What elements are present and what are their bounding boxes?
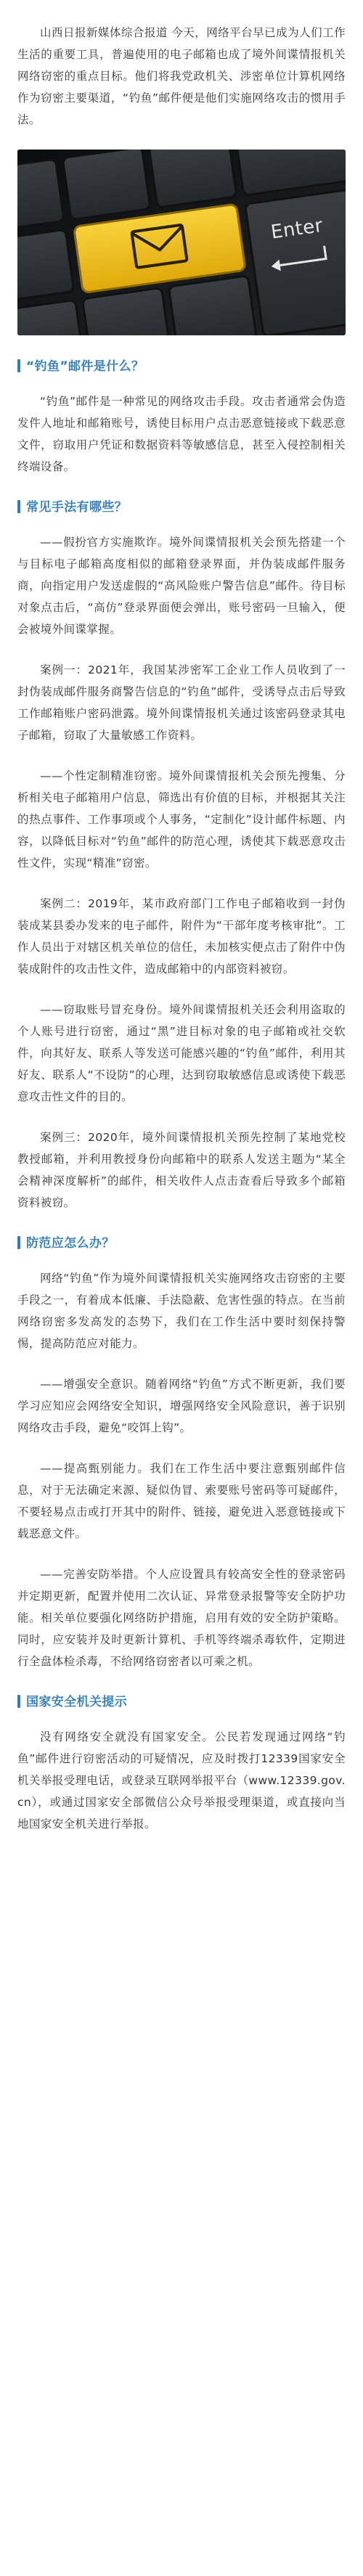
hero-image [17,150,346,335]
article [0,22,363,1887]
case-paragraph: 案例三：2020年，境外间谍情报机关预先控制了某地党校教授邮箱，并利用教授身份向邮箱中的联系人发送主题为“某全会精神深度解析”的邮件，相关收件人点击查看后导致多个邮箱资料被窃。 [17,1131,346,1209]
heading-bar-icon [17,1695,20,1708]
case-paragraph: 案例一：2021年，我国某涉密军工企业工作人员收到了一封伪装成邮件服务商警告信息的“钓鱼”邮件，受诱导点击后导致工作邮箱账户密码泄露。境外间谍情报机关通过该密码登录其电子邮箱，窃取了大量敏感工作资料。 [17,663,346,742]
keyboard-envelope-illustration [17,150,346,335]
case-paragraph: 案例二：2019年，某市政府部门工作电子邮箱收到一封伪装成某县委办发来的电子邮件，附件为“干部年度考核审批”。工作人员出于对辖区机关单位的信任，未加核实便点击了附件中伪装成附件的攻击性文件，造成邮箱中的内部资料被窃。 [17,897,346,976]
section-paragraph: “钓鱼”邮件是一种常见的网络攻击手段。攻击者通常会伪造发件人地址和邮箱账号，诱使目标用户点击恶意链接或下载恶意文件，窃取用户凭证和数据资料等敏感信息，甚至入侵控制相关终端设备。 [17,395,346,473]
section-paragraph: 网络“钓鱼”作为境外间谍情报机关实施网络攻击窃密的主要手段之一，有着成本低廉、手法隐蔽、危害性强的特点。在当前网络窃密多发高发的态势下，我们在工作生活中要时刻保持警惕，提高防范应对能力。 [17,1272,346,1350]
heading-bar-icon [17,500,20,513]
section-paragraph: ——增强安全意识。随着网络“钓鱼”方式不断更新，我们要学习应知应会网络安全知识，增强网络安全风险意识，善于识别网络攻击手段，避免“咬饵上钩”。 [17,1378,346,1434]
bottom-spacer [0,1854,363,1858]
section-paragraph: ——窃取账号冒充身份。境外间谍情报机关还会利用盗取的个人账号进行窃密，通过“黑”进目标对象的电子邮箱或社交软件，向其好友、联系人等发送可能感兴趣的“钓鱼”邮件，利用其好友、联系人“不设防”的心理，达到窃取敏感信息或诱使下载恶意攻击性文件的目的。 [17,1003,346,1103]
section-heading-what-is: “钓鱼”邮件是什么？ [0,356,363,377]
section-heading-methods: 常见手法有哪些？ [0,496,363,518]
section-heading-notice: 国家安全机关提示 [0,1691,363,1713]
section-paragraph: 没有网络安全就没有国家安全。公民若发现通过网络“钓鱼”邮件进行窃密活动的可疑情况，应及时拨打12339国家安全机关举报受理电话，或登录互联网举报平台（www.12339.gov.cn），或通过国家安全部微信公众号举报受理渠道，或直接向当地国家安全机关进行举报。 [17,1730,346,1831]
section-paragraph: ——个性定制精准窃密。境外间谍情报机关会预先搜集、分析相关电子邮箱用户信息，筛选出有价值的目标，并根据其关注的热点事件、工作事项或个人事务，“定制化”设计邮件标题、内容，以降低目标对“钓鱼”邮件的防范心理，诱使其下载恶意攻击性文件，实现“精准”窃密。 [17,769,346,870]
section-paragraph: ——假扮官方实施欺诈。境外间谍情报机关会预先搭建一个与目标电子邮箱高度相似的邮箱登录界面，并伪装成邮件服务商，向指定用户发送虚假的“高风险账户警告信息”邮件。待目标对象点击后，“高仿”登录界面便会弹出，账号密码一旦输入，便会被境外间谍掌握。 [17,536,346,636]
lead-paragraph: 山西日报新媒体综合报道 今天，网络平台早已成为人们工作生活的重要工具，普遍使用的电子邮箱也成了境外间谍情报机关网络窃密的重点目标。他们将我党政机关、涉密单位计算机网络作为窃密主要渠道，“钓鱼”邮件便是他们实施网络攻击的惯用手法。 [17,26,346,126]
section-paragraph: ——完善安防举措。个人应设置具有较高安全性的登录密码并定期更新，配置并使用二次认证、异常登录报警等安全防护功能。相关单位要强化网络防护措施，启用有效的安全防护策略。同时，应安装并及时更新计算机、手机等终端杀毒软件，定期进行全盘体检杀毒，不给网络窃密者以可乘之机。 [17,1568,346,1668]
enter-key-label: Enter [269,214,325,244]
section-paragraph: ——提高甄别能力。我们在工作生活中要注意甄别邮件信息，对于无法确定来源、疑似伪冒、索要账号密码等可疑邮件，不要轻易点击或打开其中的附件、链接，避免进入恶意链接或下载恶意文件。 [17,1462,346,1540]
heading-bar-icon [17,359,20,372]
heading-bar-icon [17,1236,20,1249]
section-heading-prevention: 防范应怎么办？ [0,1232,363,1254]
